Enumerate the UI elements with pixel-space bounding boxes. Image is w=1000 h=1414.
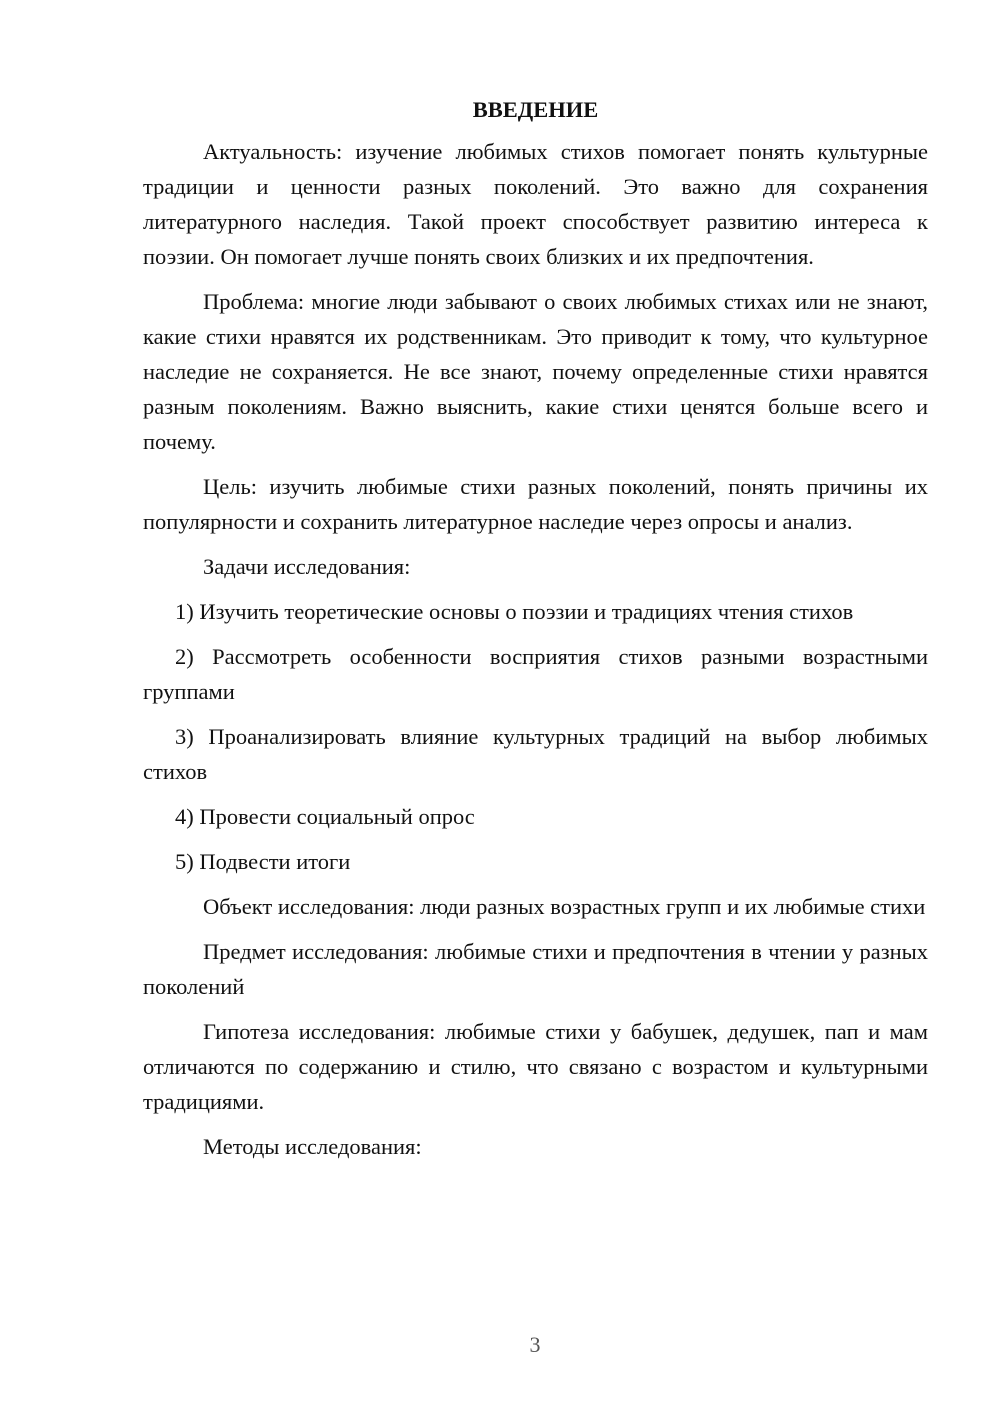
page-number: 3: [529, 1332, 541, 1357]
paragraph-tasks-heading: Задачи исследования:: [203, 554, 411, 579]
paragraph-object: Объект исследования: люди разных возрастных групп и их любимые стихи: [203, 894, 926, 919]
task-item-5: 5) Подвести итоги: [175, 849, 351, 874]
paragraph-hypothesis: Гипотеза исследования: любимые стихи у бабушек, дедушек, пап и мам отличаются по содержанию и стилю, что связано с возрастом и культурными традициями.: [143, 1019, 928, 1114]
paragraph-subject: Предмет исследования: любимые стихи и предпочтения в чтении у разных поколений: [143, 939, 928, 999]
paragraph-problem: Проблема: многие люди забывают о своих любимых стихах или не знают, какие стихи нравятся их родственникам. Это приводит к тому, что культурное наследие не сохраняется. Не все знают, почему определенные стихи нравятся разным поколениям. Важно выяснить, какие стихи ценятся больше всего и почему.: [143, 289, 928, 454]
page-content: [143, 92, 928, 1174]
paragraph-goal: Цель: изучить любимые стихи разных поколений, понять причины их популярности и сохранить литературное наследие через опросы и анализ.: [143, 474, 928, 534]
paragraph-relevance: Актуальность: изучение любимых стихов помогает понять культурные традиции и ценности разных поколений. Это важно для сохранения литературного наследия. Такой проект способствует развитию интереса к поэзии. Он помогает лучше понять своих близких и их предпочтения.: [143, 139, 928, 269]
paragraph-methods: Методы исследования:: [203, 1134, 422, 1159]
task-item-3: 3) Проанализировать влияние культурных традиций на выбор любимых стихов: [143, 724, 928, 784]
task-item-1: 1) Изучить теоретические основы о поэзии и традициях чтения стихов: [175, 599, 854, 624]
page-title: ВВЕДЕНИЕ: [472, 97, 599, 122]
task-item-4: 4) Провести социальный опрос: [175, 804, 475, 829]
task-item-2: 2) Рассмотреть особенности восприятия стихов разными возрастными группами: [143, 644, 928, 704]
